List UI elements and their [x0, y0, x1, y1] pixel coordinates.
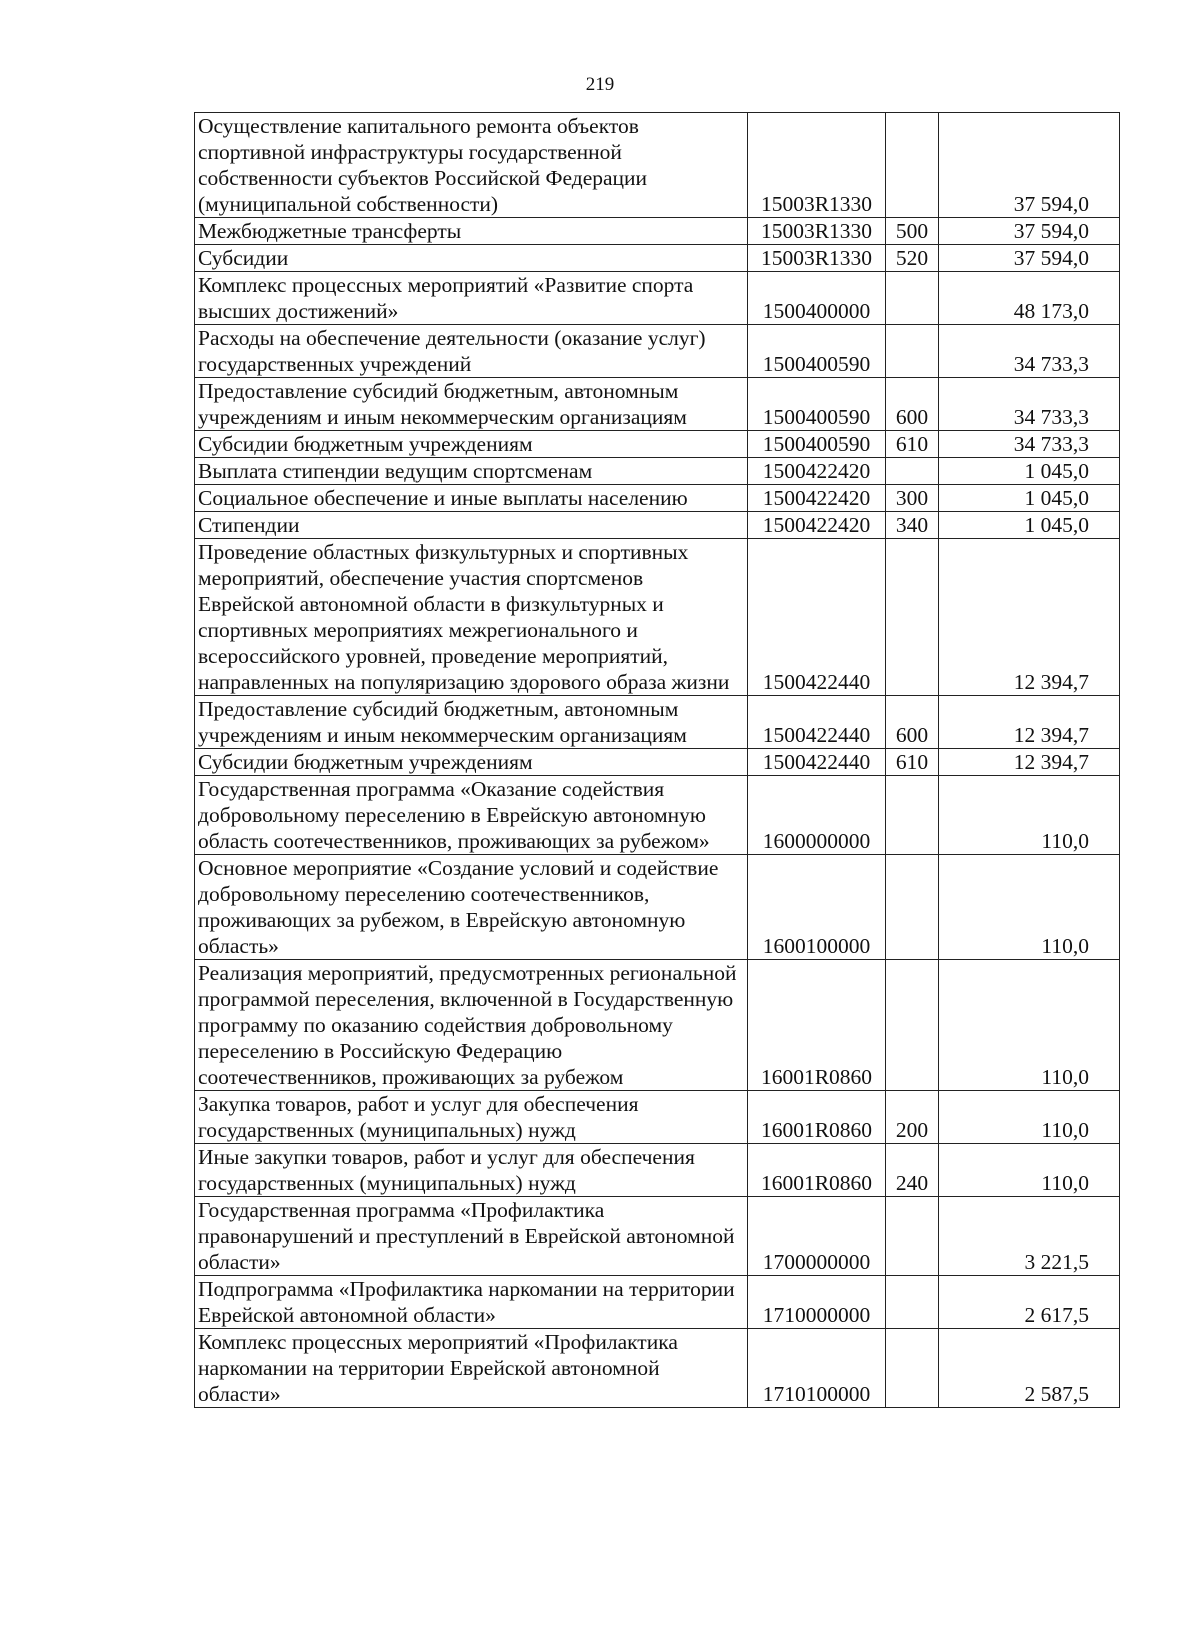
row-amount-cell: 110,0: [939, 855, 1120, 960]
table-row: [195, 218, 1120, 245]
row-name-cell: Стипендии: [195, 512, 748, 539]
row-name-cell: Комплекс процессных мероприятий «Профилактика наркомании на территории Еврейской автономной области»: [195, 1329, 748, 1408]
table-row: [195, 776, 1120, 855]
row-name-cell: Комплекс процессных мероприятий «Развитие спорта высших достижений»: [195, 272, 748, 325]
row-code-cell: 1600000000: [748, 776, 886, 855]
row-amount-cell: 3 221,5: [939, 1197, 1120, 1276]
table-row: [195, 696, 1120, 749]
row-name-cell: Осуществление капитального ремонта объектов спортивной инфраструктуры государственной собственности субъектов Российской Федерации (муниципальной собственности): [195, 113, 748, 218]
table-row: [195, 378, 1120, 431]
row-type-cell: [886, 539, 939, 696]
row-type-cell: 610: [886, 749, 939, 776]
row-amount-cell: 1 045,0: [939, 512, 1120, 539]
row-code-cell: 15003R1330: [748, 218, 886, 245]
row-code-cell: 1500400590: [748, 378, 886, 431]
table-row: [195, 485, 1120, 512]
row-type-cell: [886, 325, 939, 378]
row-name-cell: Государственная программа «Оказание содействия добровольному переселению в Еврейскую автономную область соотечественников, проживающих за рубежом»: [195, 776, 748, 855]
table-row: [195, 1091, 1120, 1144]
row-name-cell: Субсидии: [195, 245, 748, 272]
row-amount-cell: 12 394,7: [939, 749, 1120, 776]
row-code-cell: 1600100000: [748, 855, 886, 960]
row-type-cell: 340: [886, 512, 939, 539]
row-amount-cell: 110,0: [939, 960, 1120, 1091]
row-type-cell: 610: [886, 431, 939, 458]
row-code-cell: 1500422420: [748, 485, 886, 512]
row-type-cell: [886, 960, 939, 1091]
row-type-cell: [886, 1276, 939, 1329]
row-name-cell: Предоставление субсидий бюджетным, автономным учреждениям и иным некоммерческим организациям: [195, 378, 748, 431]
row-type-cell: [886, 1197, 939, 1276]
row-type-cell: 520: [886, 245, 939, 272]
table-row: [195, 245, 1120, 272]
table-row: [195, 1197, 1120, 1276]
table-row: [195, 1144, 1120, 1197]
table-row: [195, 325, 1120, 378]
table-row: [195, 749, 1120, 776]
row-code-cell: 1500422440: [748, 539, 886, 696]
row-amount-cell: 34 733,3: [939, 431, 1120, 458]
row-amount-cell: 12 394,7: [939, 696, 1120, 749]
row-name-cell: Расходы на обеспечение деятельности (оказание услуг) государственных учреждений: [195, 325, 748, 378]
row-name-cell: Реализация мероприятий, предусмотренных региональной программой переселения, включенной в Государственную программу по оказанию содействия добровольному переселению в Российскую Федерацию соотечественников, проживающих за рубежом: [195, 960, 748, 1091]
row-amount-cell: 1 045,0: [939, 485, 1120, 512]
row-code-cell: 1500422440: [748, 696, 886, 749]
row-type-cell: 200: [886, 1091, 939, 1144]
row-amount-cell: 34 733,3: [939, 325, 1120, 378]
row-name-cell: Проведение областных физкультурных и спортивных мероприятий, обеспечение участия спортсменов Еврейской автономной области в физкультурных и спортивных мероприятиях межрегионального и всероссийского уровней, проведение мероприятий, направленных на популяризацию здорового образа жизни: [195, 539, 748, 696]
row-amount-cell: 37 594,0: [939, 245, 1120, 272]
row-type-cell: [886, 1329, 939, 1408]
row-amount-cell: 1 045,0: [939, 458, 1120, 485]
row-amount-cell: 2 587,5: [939, 1329, 1120, 1408]
row-amount-cell: 37 594,0: [939, 218, 1120, 245]
row-code-cell: 1700000000: [748, 1197, 886, 1276]
row-type-cell: 600: [886, 378, 939, 431]
row-amount-cell: 110,0: [939, 1144, 1120, 1197]
row-amount-cell: 110,0: [939, 1091, 1120, 1144]
row-type-cell: 500: [886, 218, 939, 245]
row-name-cell: Выплата стипендии ведущим спортсменам: [195, 458, 748, 485]
row-code-cell: 16001R0860: [748, 1091, 886, 1144]
row-name-cell: Субсидии бюджетным учреждениям: [195, 431, 748, 458]
row-amount-cell: 37 594,0: [939, 113, 1120, 218]
row-name-cell: Подпрограмма «Профилактика наркомании на территории Еврейской автономной области»: [195, 1276, 748, 1329]
row-type-cell: 300: [886, 485, 939, 512]
row-code-cell: 16001R0860: [748, 1144, 886, 1197]
row-code-cell: 1500422420: [748, 512, 886, 539]
table-row: [195, 113, 1120, 218]
row-amount-cell: 34 733,3: [939, 378, 1120, 431]
row-amount-cell: 48 173,0: [939, 272, 1120, 325]
row-name-cell: Социальное обеспечение и иные выплаты населению: [195, 485, 748, 512]
table-row: [195, 512, 1120, 539]
row-type-cell: [886, 855, 939, 960]
row-code-cell: 1500422440: [748, 749, 886, 776]
row-type-cell: [886, 272, 939, 325]
row-name-cell: Основное мероприятие «Создание условий и содействие добровольному переселению соотечественников, проживающих за рубежом, в Еврейскую автономную область»: [195, 855, 748, 960]
row-code-cell: 15003R1330: [748, 245, 886, 272]
row-type-cell: [886, 113, 939, 218]
row-name-cell: Закупка товаров, работ и услуг для обеспечения государственных (муниципальных) нужд: [195, 1091, 748, 1144]
row-amount-cell: 2 617,5: [939, 1276, 1120, 1329]
row-code-cell: 1500400000: [748, 272, 886, 325]
table-row: [195, 1276, 1120, 1329]
row-code-cell: 1710000000: [748, 1276, 886, 1329]
row-name-cell: Субсидии бюджетным учреждениям: [195, 749, 748, 776]
row-code-cell: 15003R1330: [748, 113, 886, 218]
page-number: 219: [585, 74, 615, 95]
row-name-cell: Межбюджетные трансферты: [195, 218, 748, 245]
row-type-cell: [886, 776, 939, 855]
row-name-cell: Иные закупки товаров, работ и услуг для обеспечения государственных (муниципальных) нужд: [195, 1144, 748, 1197]
row-code-cell: 1500400590: [748, 431, 886, 458]
table-row: [195, 539, 1120, 696]
row-amount-cell: 110,0: [939, 776, 1120, 855]
budget-table: [194, 112, 1120, 1408]
table-row: [195, 458, 1120, 485]
row-name-cell: Предоставление субсидий бюджетным, автономным учреждениям и иным некоммерческим организациям: [195, 696, 748, 749]
table-row: [195, 431, 1120, 458]
row-amount-cell: 12 394,7: [939, 539, 1120, 696]
row-type-cell: 240: [886, 1144, 939, 1197]
row-type-cell: 600: [886, 696, 939, 749]
table-row: [195, 1329, 1120, 1408]
row-type-cell: [886, 458, 939, 485]
table-row: [195, 960, 1120, 1091]
row-code-cell: 16001R0860: [748, 960, 886, 1091]
table-row: [195, 272, 1120, 325]
table-row: [195, 855, 1120, 960]
row-code-cell: 1710100000: [748, 1329, 886, 1408]
row-name-cell: Государственная программа «Профилактика правонарушений и преступлений в Еврейской автономной области»: [195, 1197, 748, 1276]
row-code-cell: 1500400590: [748, 325, 886, 378]
table-body: [195, 113, 1120, 1408]
row-code-cell: 1500422420: [748, 458, 886, 485]
